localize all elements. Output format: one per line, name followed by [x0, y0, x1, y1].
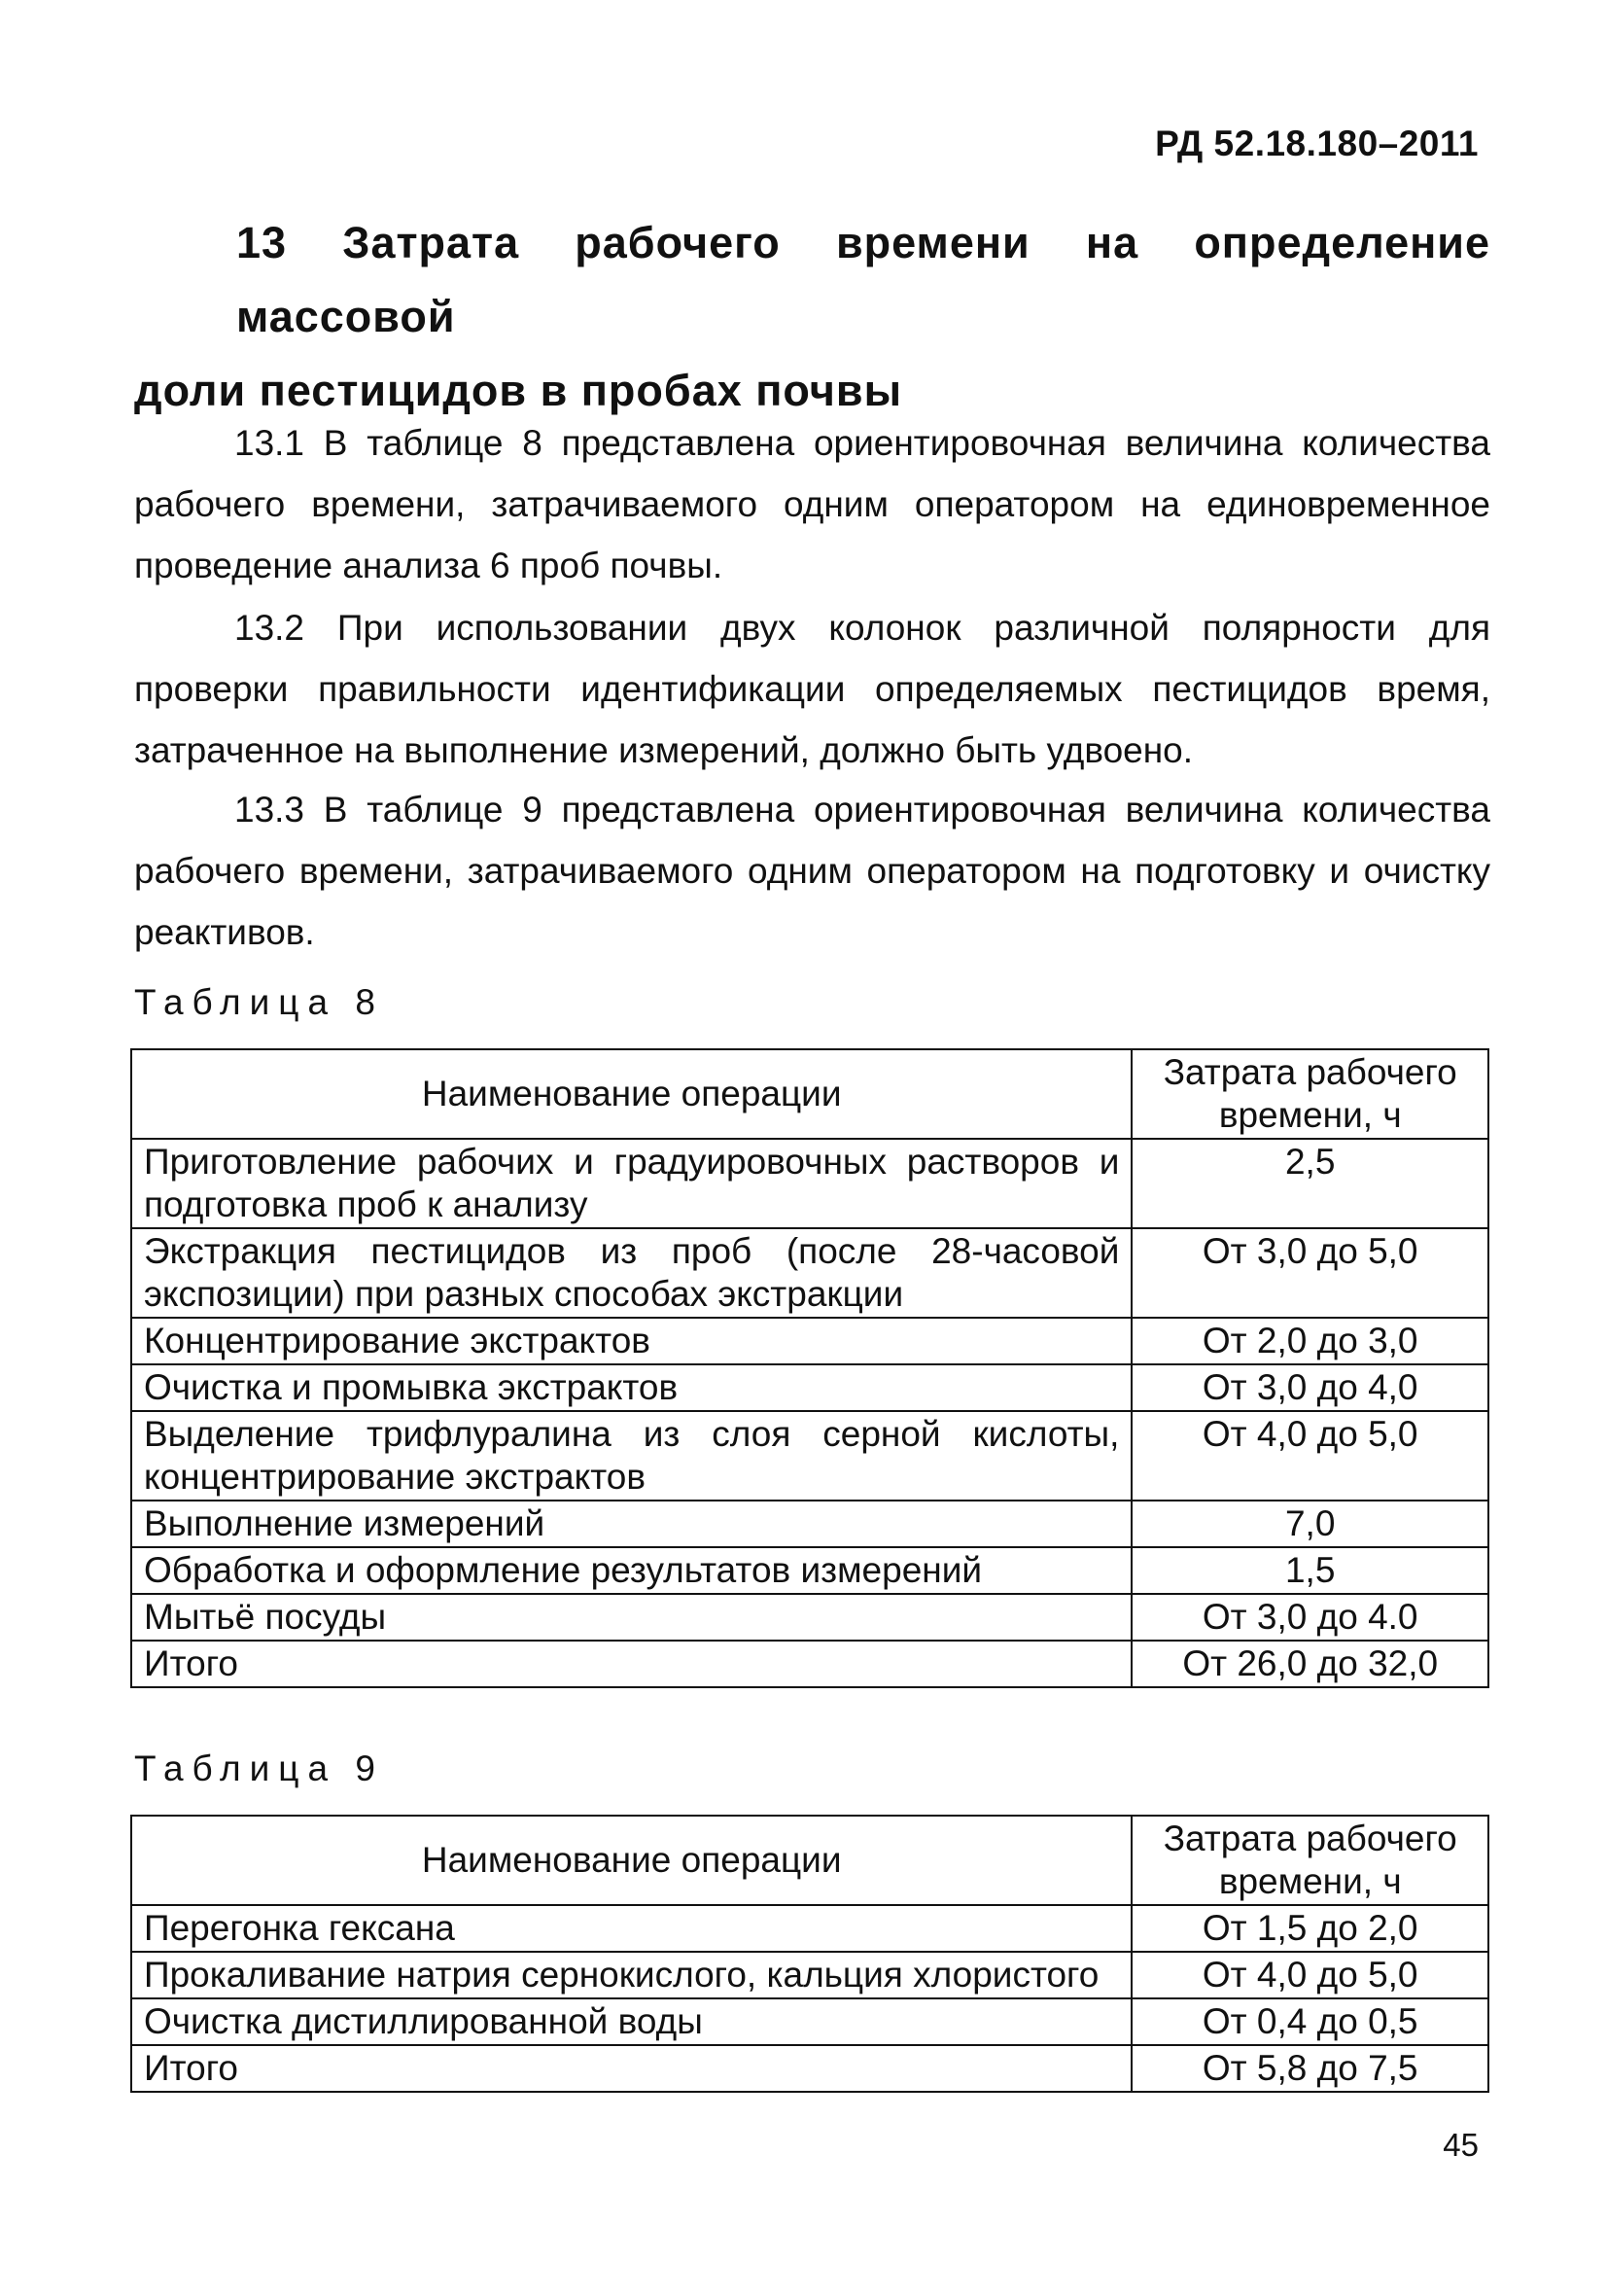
operation-cell: Очистка дистиллированной воды — [131, 1998, 1132, 2045]
operation-cell: Очистка и промывка экстрактов — [131, 1364, 1132, 1411]
table-row — [131, 1501, 1488, 1547]
paragraph-13-1: 13.1 В таблице 8 представлена ориентировочная величина количества рабочего времени, затрачиваемого одним оператором на единовременное проведение анализа 6 проб почвы. — [134, 423, 1490, 585]
paragraph-13-2: 13.2 При использовании двух колонок различной полярности для проверки правильности идентификации определяемых пестицидов время, затраченное на выполнение измерений, должно быть удвоено. — [134, 608, 1490, 770]
operation-cell: Перегонка гексана — [131, 1905, 1132, 1952]
time-cell: От 26,0 до 32,0 — [1132, 1641, 1488, 1687]
time-cell: От 0,4 до 0,5 — [1132, 1998, 1488, 2045]
section-heading-line-2: доли пестицидов в пробах почвы — [134, 366, 903, 415]
table-row — [131, 1139, 1488, 1228]
table-header-row — [131, 1049, 1488, 1139]
table-8 — [130, 1048, 1489, 1688]
time-cell: От 4,0 до 5,0 — [1132, 1952, 1488, 1998]
table-row — [131, 2045, 1488, 2092]
operation-cell: Обработка и оформление результатов измерений — [131, 1547, 1132, 1594]
table-row — [131, 1998, 1488, 2045]
paragraph-13-3: 13.3 В таблице 9 представлена ориентировочная величина количества рабочего времени, затрачиваемого одним оператором на подготовку и очистку реактивов. — [134, 790, 1490, 952]
operation-cell: Концентрирование экстрактов — [131, 1318, 1132, 1364]
time-cell: От 3,0 до 4.0 — [1132, 1594, 1488, 1641]
table-9 — [130, 1815, 1489, 2093]
time-cell: 1,5 — [1132, 1547, 1488, 1594]
time-cell: От 1,5 до 2,0 — [1132, 1905, 1488, 1952]
column-header-operation: Наименование операции — [131, 1049, 1132, 1139]
time-cell: 2,5 — [1132, 1139, 1488, 1228]
table-row — [131, 1905, 1488, 1952]
operation-cell: Итого — [131, 1641, 1132, 1687]
time-cell: От 4,0 до 5,0 — [1132, 1411, 1488, 1501]
page-number: 45 — [1443, 2127, 1479, 2163]
table-row — [131, 1228, 1488, 1318]
table-row — [131, 1594, 1488, 1641]
column-header-time: Затрата рабочего времени, ч — [1132, 1049, 1488, 1139]
table-row — [131, 1547, 1488, 1594]
time-cell: От 2,0 до 3,0 — [1132, 1318, 1488, 1364]
operation-cell: Экстракция пестицидов из проб (после 28-часовой экспозиции) при разных способах экстракции — [131, 1228, 1132, 1318]
operation-cell: Выполнение измерений — [131, 1501, 1132, 1547]
time-cell: От 5,8 до 7,5 — [1132, 2045, 1488, 2092]
time-cell: От 3,0 до 4,0 — [1132, 1364, 1488, 1411]
section-heading-line-1: 13 Затрата рабочего времени на определение массовой — [236, 218, 1490, 341]
operation-cell: Выделение трифлуралина из слоя серной кислоты, концентрирование экстрактов — [131, 1411, 1132, 1501]
table-row — [131, 1411, 1488, 1501]
table-8-caption: Таблица 8 — [134, 982, 384, 1022]
table-row — [131, 1641, 1488, 1687]
table-row — [131, 1318, 1488, 1364]
document-code: РД 52.18.180–2011 — [1155, 124, 1479, 163]
operation-cell: Итого — [131, 2045, 1132, 2092]
table-row — [131, 1952, 1488, 1998]
section-heading — [134, 206, 1490, 428]
operation-cell: Приготовление рабочих и градуировочных растворов и подготовка проб к анализу — [131, 1139, 1132, 1228]
time-cell: От 3,0 до 5,0 — [1132, 1228, 1488, 1318]
operation-cell: Прокаливание натрия сернокислого, кальция хлористого — [131, 1952, 1132, 1998]
time-cell: 7,0 — [1132, 1501, 1488, 1547]
column-header-operation: Наименование операции — [131, 1816, 1132, 1905]
column-header-time: Затрата рабочего времени, ч — [1132, 1816, 1488, 1905]
operation-cell: Мытьё посуды — [131, 1594, 1132, 1641]
table-header-row — [131, 1816, 1488, 1905]
table-9-caption: Таблица 9 — [134, 1748, 384, 1788]
table-row — [131, 1364, 1488, 1411]
